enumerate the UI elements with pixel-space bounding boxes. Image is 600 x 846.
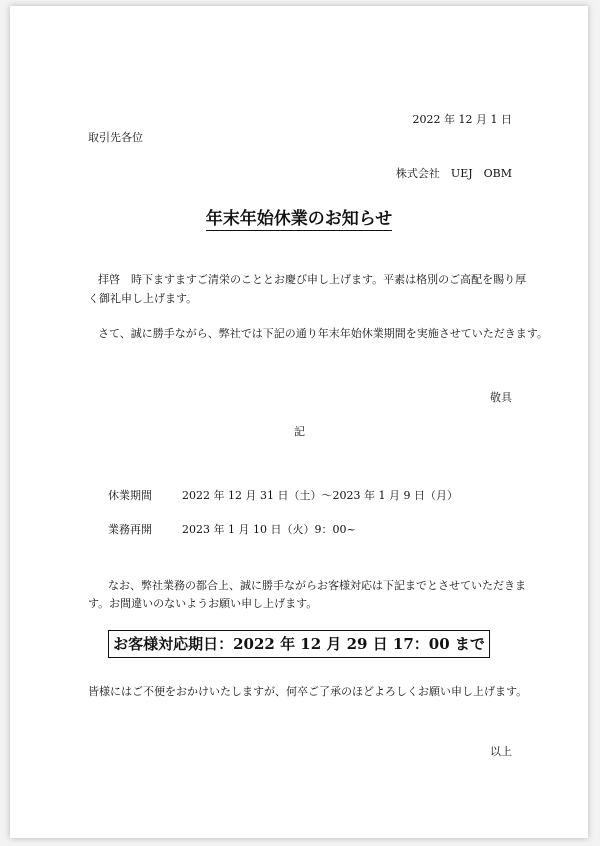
deadline-box xyxy=(10,630,588,658)
greeting-line-1: 拝啓 時下ますますご清栄のこととお慶び申し上げます。平素は格別のご高配を賜り厚 xyxy=(98,273,527,286)
closing-keigu: 敬具 xyxy=(490,391,512,404)
note-line-1: なお、弊社業務の都合上、誠に勝手ながらお客様対応は下記までとさせていただきま xyxy=(108,579,526,592)
page-title xyxy=(10,204,588,229)
document-date: 2022 年 12 月 1 日 xyxy=(412,113,512,126)
end-ijou: 以上 xyxy=(490,745,512,758)
apology-line: 皆様にはご不便をおかけいたしますが、何卒ご了承のほどよろしくお願い申し上げます。 xyxy=(88,685,528,698)
ki-heading: 記 xyxy=(294,425,305,438)
note-line-2: す。お間違いのないようお願い申し上げます。 xyxy=(88,597,318,610)
page-title-text: 年末年始休業のお知らせ xyxy=(205,209,393,229)
recipient: 取引先各位 xyxy=(88,131,143,144)
document-page xyxy=(10,6,588,838)
holiday-period-value: 2022 年 12 月 31 日（土）～2023 年 1 月 9 日（月） xyxy=(182,489,458,502)
resume-label: 業務再開 xyxy=(108,523,152,536)
holiday-period-label: 休業期間 xyxy=(108,489,152,502)
sender-company: 株式会社 UEJ OBM xyxy=(395,167,512,180)
resume-value: 2023 年 1 月 10 日（火）9：00~ xyxy=(182,523,356,536)
body-paragraph: さて、誠に勝手ながら、弊社では下記の通り年末年始休業期間を実施させていただきます。 xyxy=(98,327,548,340)
deadline-text: お客様対応期日：2022 年 12 月 29 日 17：00 まで xyxy=(108,630,490,658)
greeting-line-2: く御礼申し上げます。 xyxy=(88,292,198,305)
